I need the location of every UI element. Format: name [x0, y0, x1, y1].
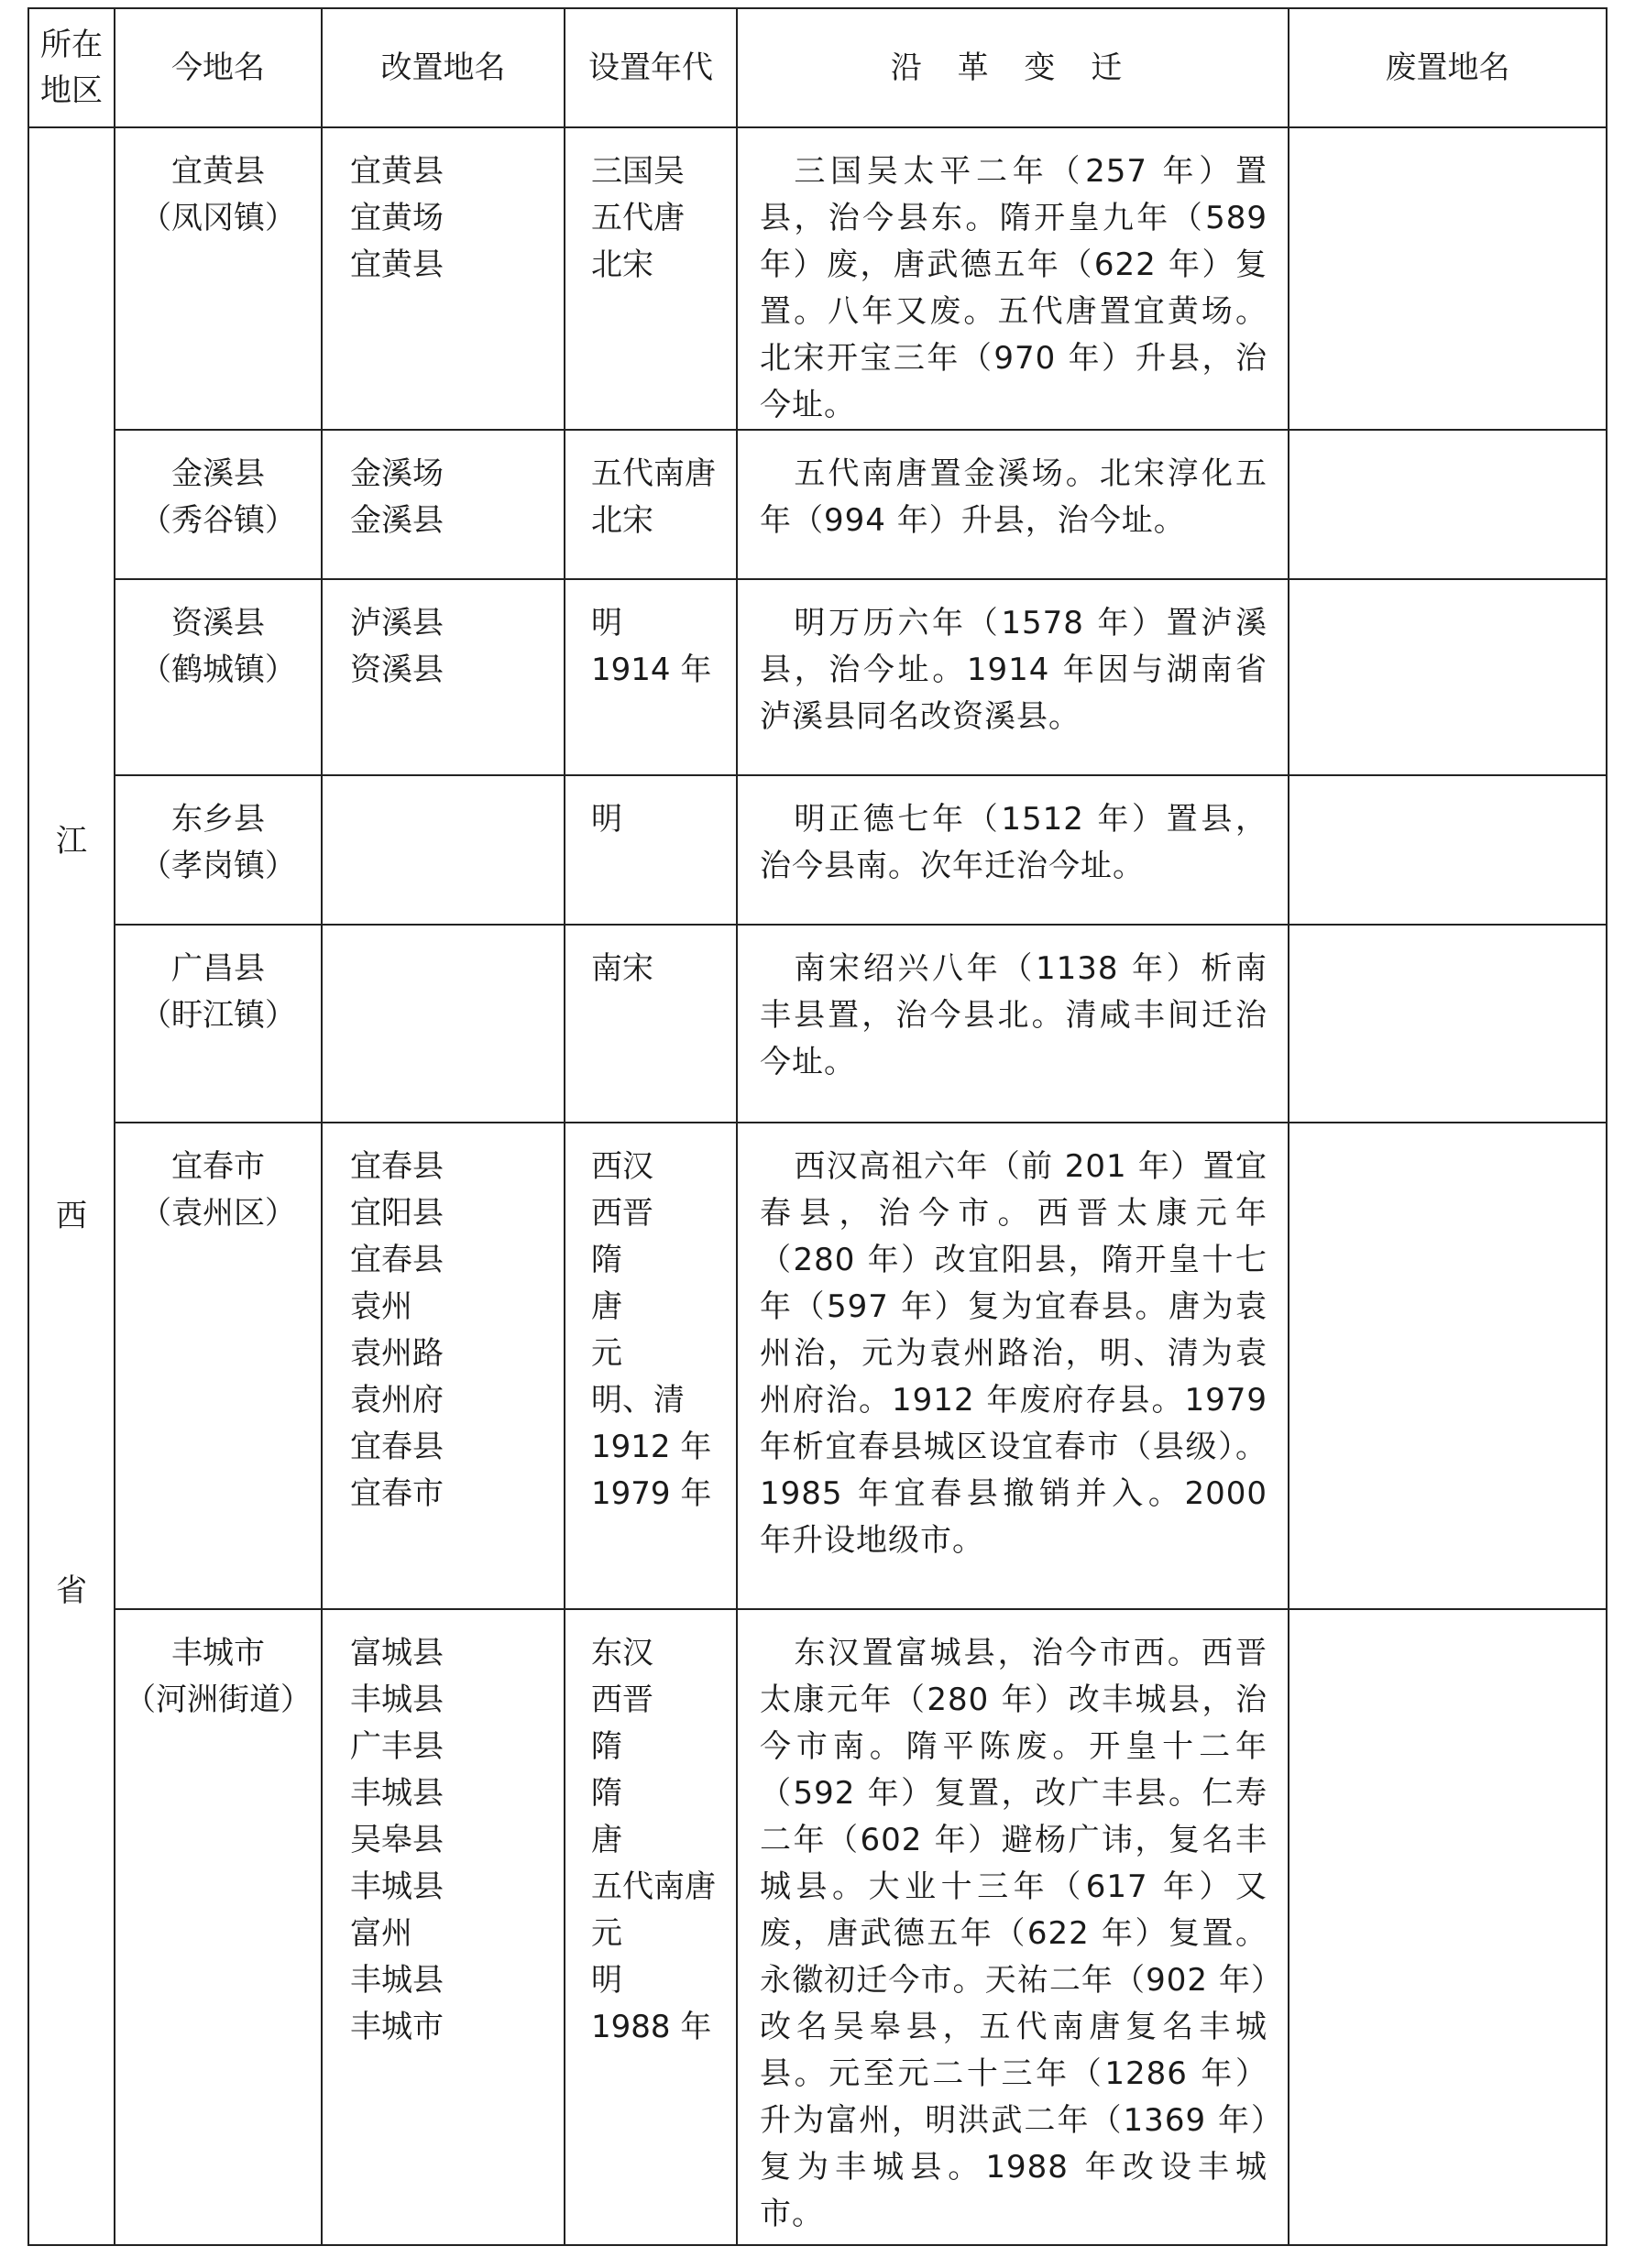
alt-name: 广丰县	[350, 1728, 444, 1765]
era: 隋	[591, 1775, 622, 1812]
era: 1979 年	[591, 1475, 712, 1512]
era: 北宋	[591, 502, 653, 539]
abolished-cell	[1289, 579, 1607, 775]
abolished-cell	[1289, 1609, 1607, 2245]
abolished-cell	[1289, 1123, 1607, 1609]
region-label	[29, 128, 114, 1610]
alt-name: 富城县	[350, 1635, 444, 1671]
region-char: 西	[56, 1198, 87, 1234]
county-seat: （河洲街道）	[125, 1682, 312, 1718]
current-name-cell	[115, 127, 322, 430]
region-cell	[28, 127, 115, 2245]
alt-name: 丰城县	[350, 1962, 444, 1999]
current-name-cell	[115, 1609, 322, 2245]
current-name-cell	[115, 579, 322, 775]
alt-name: 宜黄场	[350, 200, 444, 236]
era: 元	[591, 1335, 622, 1372]
history-cell	[737, 127, 1289, 430]
header-region-line: 所在	[40, 27, 103, 63]
alt-name: 袁州	[350, 1288, 412, 1325]
alt-name: 袁州府	[350, 1382, 444, 1419]
alt-name: 宜春市	[350, 1475, 444, 1512]
history-cell	[737, 1609, 1289, 2245]
era: 西晋	[591, 1195, 653, 1232]
history-cell	[737, 1123, 1289, 1609]
history-cell	[737, 775, 1289, 925]
era: 唐	[591, 1822, 622, 1858]
alt-name: 泸溪县	[350, 605, 444, 641]
alt-name-cell	[322, 1609, 565, 2245]
header-current-name: 今地名	[115, 8, 322, 127]
era: 西汉	[591, 1148, 653, 1185]
era-cell	[565, 127, 737, 430]
current-name: 宜春市	[171, 1148, 265, 1185]
history-text: 南宋绍兴八年（1138 年）析南丰县置，治今县北。清咸丰间迁治今址。	[760, 950, 1267, 1080]
alt-name: 金溪县	[350, 502, 444, 539]
alt-name-cell	[322, 430, 565, 579]
current-name: 丰城市	[171, 1635, 265, 1671]
era-cell	[565, 1609, 737, 2245]
era: 元	[591, 1915, 622, 1952]
era-cell	[565, 430, 737, 579]
history-text: 明万历六年（1578 年）置泸溪县，治今址。1914 年因与湖南省泸溪县同名改资溪县。	[760, 605, 1267, 735]
era-cell	[565, 579, 737, 775]
table-row	[28, 1123, 1607, 1609]
header-era: 设置年代	[565, 8, 737, 127]
era-cell	[565, 925, 737, 1123]
county-seat: （袁州区）	[140, 1195, 296, 1232]
header-alt-name: 改置地名	[322, 8, 565, 127]
current-name-cell	[115, 430, 322, 579]
alt-name: 丰城县	[350, 1868, 444, 1905]
current-name-cell	[115, 925, 322, 1123]
alt-name: 资溪县	[350, 652, 444, 688]
abolished-cell	[1289, 430, 1607, 579]
alt-name: 丰城市	[350, 2009, 444, 2045]
abolished-cell	[1289, 127, 1607, 430]
alt-name: 宜春县	[350, 1242, 444, 1278]
region-char: 省	[56, 1572, 87, 1609]
table-row	[28, 1609, 1607, 2245]
era: 明	[591, 605, 622, 641]
county-seat: （鹤城镇）	[140, 652, 296, 688]
era: 1912 年	[591, 1429, 712, 1465]
table-row	[28, 430, 1607, 579]
history-text: 三国吴太平二年（257 年）置县，治今县东。隋开皇九年（589 年）废，唐武德五年（622 年）复置。八年又废。五代唐置宜黄场。北宋开宝三年（970 年）升县，治今址。	[760, 153, 1267, 423]
current-name: 金溪县	[171, 455, 265, 492]
era: 唐	[591, 1288, 622, 1325]
era: 明	[591, 1962, 622, 1999]
alt-name-cell	[322, 127, 565, 430]
era: 明、清	[591, 1382, 685, 1419]
header-history: 沿 革 变 迁	[737, 8, 1289, 127]
alt-name: 宜黄县	[350, 153, 444, 190]
era: 三国吴	[591, 153, 685, 190]
current-name: 资溪县	[171, 605, 265, 641]
abolished-cell	[1289, 925, 1607, 1123]
history-text: 西汉高祖六年（前 201 年）置宜春县，治今市。西晋太康元年（280 年）改宜阳县，隋开皇十七年（597 年）复为宜春县。唐为袁州治，元为袁州路治，明、清为袁州府治。1912 年废府存县。1979 年析宜春县城区设宜春市（县级）。1985 年宜春县撤销并入。2000 年升设地级市。	[760, 1148, 1267, 1559]
era: 西晋	[591, 1682, 653, 1718]
era: 东汉	[591, 1635, 653, 1671]
era: 五代南唐	[591, 455, 716, 492]
gazetteer-table	[27, 7, 1608, 2246]
history-text: 明正德七年（1512 年）置县，治今县南。次年迁治今址。	[760, 801, 1267, 884]
alt-name-cell	[322, 579, 565, 775]
era-cell	[565, 1123, 737, 1609]
era: 五代南唐	[591, 1868, 716, 1905]
era: 隋	[591, 1728, 622, 1765]
alt-name-cell	[322, 1123, 565, 1609]
header-abolished: 废置地名	[1289, 8, 1607, 127]
alt-name: 丰城县	[350, 1682, 444, 1718]
county-seat: （秀谷镇）	[140, 502, 296, 539]
header-region-line: 地区	[40, 72, 103, 109]
county-seat: （孝岗镇）	[140, 848, 296, 884]
history-cell	[737, 579, 1289, 775]
alt-name: 吴皋县	[350, 1822, 444, 1858]
era: 五代唐	[591, 200, 685, 236]
region-char: 江	[56, 823, 87, 860]
table-row	[28, 925, 1607, 1123]
era: 北宋	[591, 247, 653, 283]
alt-name: 宜春县	[350, 1148, 444, 1185]
alt-name: 袁州路	[350, 1335, 444, 1372]
era: 明	[591, 801, 622, 838]
history-text: 东汉置富城县，治今市西。西晋太康元年（280 年）改丰城县，治今市南。隋平陈废。开皇十二年（592 年）复置，改广丰县。仁寿二年（602 年）避杨广讳，复名丰城县。大业十三年（617 年）又废，唐武德五年（622 年）复置。永徽初迁今市。天祐二年（902 年）改名吴皋县，五代南唐复名丰城县。元至元二十三年（1286 年）升为富州，明洪武二年（1369 年）复为丰城县。1988 年改设丰城市。	[760, 1635, 1267, 2232]
county-seat: （盱江镇）	[140, 997, 296, 1034]
alt-name: 金溪场	[350, 455, 444, 492]
era: 南宋	[591, 950, 653, 987]
era: 1914 年	[591, 652, 712, 688]
table-row	[28, 775, 1607, 925]
era: 1988 年	[591, 2009, 712, 2045]
current-name: 宜黄县	[171, 153, 265, 190]
table-row	[28, 127, 1607, 430]
alt-name: 丰城县	[350, 1775, 444, 1812]
header-row	[28, 8, 1607, 127]
current-name: 广昌县	[171, 950, 265, 987]
era: 隋	[591, 1242, 622, 1278]
alt-name: 宜黄县	[350, 247, 444, 283]
alt-name: 富州	[350, 1915, 412, 1952]
alt-name: 宜阳县	[350, 1195, 444, 1232]
alt-name-cell	[322, 775, 565, 925]
alt-name: 宜春县	[350, 1429, 444, 1465]
header-region	[28, 8, 115, 127]
history-text: 五代南唐置金溪场。北宋淳化五年（994 年）升县，治今址。	[760, 455, 1267, 539]
history-cell	[737, 925, 1289, 1123]
current-name: 东乡县	[171, 801, 265, 838]
era-cell	[565, 775, 737, 925]
history-cell	[737, 430, 1289, 579]
abolished-cell	[1289, 775, 1607, 925]
county-seat: （凤冈镇）	[140, 200, 296, 236]
alt-name-cell	[322, 925, 565, 1123]
table-row	[28, 579, 1607, 775]
current-name-cell	[115, 775, 322, 925]
current-name-cell	[115, 1123, 322, 1609]
